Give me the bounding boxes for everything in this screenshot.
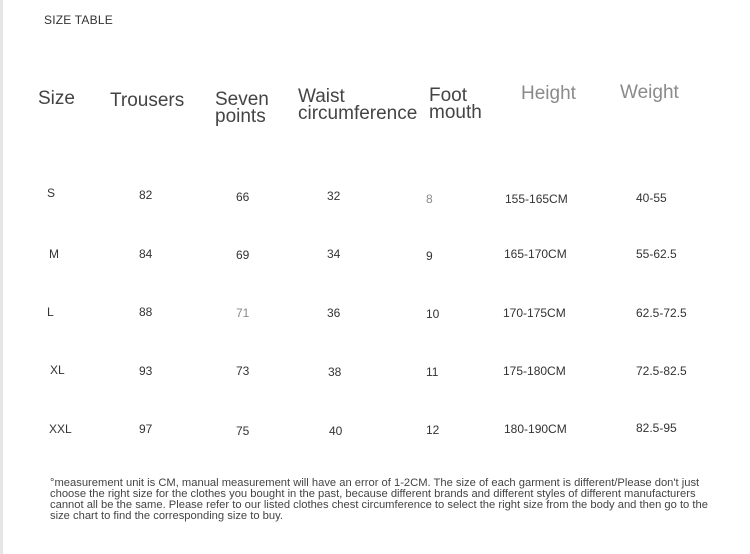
page-title: SIZE TABLE [44,13,113,27]
cell-size: XXL [49,422,72,436]
cell-foot: 11 [426,365,439,379]
measurement-note: °measurement unit is CM, manual measurement will have an error of 1-2CM. The size of each garment is different/Please don't just choose the right size for the clothes you bought in the past, because different brands and different styles of different manufacturers cannot all be the same. Please refer to our listed clothes chest circumference to select the right size from the body and then go to the size chart to find the corresponding size to buy. [50,477,708,522]
header-foot-line1: Foot [429,85,468,106]
cell-trousers: 88 [139,305,153,319]
cell-weight: 82.5-95 [636,421,677,435]
cell-size: M [49,247,59,261]
cell-size: S [47,186,56,200]
cell-seven: 66 [236,190,250,204]
cell-size: XL [50,363,65,377]
header-foot-line2: mouth [429,102,482,123]
header-trousers: Trousers [110,90,185,111]
cell-seven: 71 [236,306,250,320]
header-waist-line1: Waist [298,86,345,107]
header-size: Size [38,88,75,109]
cell-height: 175-180CM [503,364,566,378]
cell-height: 155-165CM [505,192,568,206]
header-waist-line2: circumference [298,103,418,124]
cell-weight: 62.5-72.5 [636,306,687,320]
cell-weight: 55-62.5 [636,247,677,261]
cell-trousers: 82 [139,188,153,202]
cell-foot: 10 [426,307,440,321]
cell-height: 165-170CM [504,247,567,261]
left-border [0,0,3,554]
cell-foot: 12 [426,423,440,437]
header-seven-points [215,91,269,125]
cell-seven: 73 [236,364,250,378]
cell-seven: 69 [236,248,250,262]
cell-trousers: 97 [139,422,153,436]
header-seven-line1: Seven [215,89,269,110]
cell-seven: 75 [236,424,250,438]
cell-waist: 32 [327,189,341,203]
cell-trousers: 93 [139,364,153,378]
cell-height: 180-190CM [504,422,567,436]
cell-waist: 36 [327,306,341,320]
cell-trousers: 84 [139,247,153,261]
cell-size: L [47,305,54,319]
cell-foot: 9 [426,249,433,263]
cell-weight: 40-55 [636,191,667,205]
cell-waist: 34 [327,247,341,261]
cell-waist: 38 [328,365,342,379]
cell-weight: 72.5-82.5 [636,364,687,378]
cell-height: 170-175CM [503,306,566,320]
cell-waist: 40 [329,424,343,438]
header-foot-mouth [429,87,482,121]
cell-foot: 8 [426,192,433,206]
header-waist-circumference [298,88,417,122]
header-weight: Weight [620,82,679,103]
header-seven-line2: points [215,106,266,127]
header-height: Height [521,83,576,104]
